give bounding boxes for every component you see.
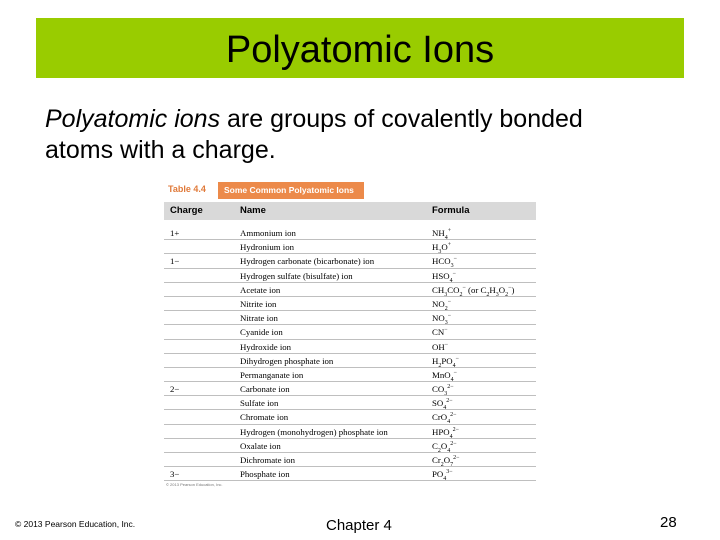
- footer-page-number: 28: [660, 514, 677, 531]
- cell-name: Dichromate ion: [240, 455, 295, 465]
- cell-formula: $CO_3^{2-}$: [432, 384, 454, 397]
- cell-name: Hydroxide ion: [240, 341, 292, 352]
- title-bar: [36, 18, 684, 78]
- cell-formula: $SO_4^{2-}$: [432, 398, 453, 411]
- table-row: [164, 226, 536, 240]
- cell-name: Ammonium ion: [240, 228, 296, 238]
- cell-charge: 3−: [170, 469, 180, 480]
- cell-name: Dihydrogen phosphate ion: [240, 355, 334, 366]
- table-row: [164, 311, 536, 325]
- cell-name: Nitrite ion: [240, 298, 277, 309]
- header-name: Name: [240, 205, 266, 216]
- table-row: [164, 325, 536, 339]
- footer-copyright: © 2013 Pearson Education, Inc.: [15, 519, 136, 529]
- cell-name: Cyanide ion: [240, 327, 283, 338]
- header-charge: Charge: [170, 205, 203, 216]
- table-row: [164, 354, 536, 368]
- cell-name: Hydronium ion: [240, 242, 295, 253]
- cell-formula: $PO_4^{3-}$: [432, 469, 453, 482]
- cell-name: Acetate ion: [240, 284, 281, 295]
- cell-formula: $H_2PO_4^-$: [432, 355, 459, 369]
- cell-name: Permanganate ion: [240, 369, 304, 380]
- cell-formula: CN−: [432, 327, 448, 338]
- polyatomic-ions-table: [164, 182, 536, 490]
- table-row: [164, 269, 536, 283]
- table-row: [164, 396, 536, 410]
- cell-charge: 1−: [170, 256, 180, 267]
- table-row: [164, 382, 536, 396]
- cell-name: Hydrogen (monohydrogen) phosphate ion: [240, 426, 388, 437]
- cell-formula: $Cr_2O_7^{2-}$: [432, 455, 460, 468]
- cell-formula: OH−: [432, 341, 449, 352]
- table-row: [164, 283, 536, 297]
- cell-formula: CrO$_4^{2-}$: [432, 412, 457, 426]
- cell-formula: $CH_3CO_2^-$ (or $C_2H_3O_2^-$): [432, 284, 515, 298]
- intro-paragraph: [45, 104, 605, 166]
- cell-name: Hydrogen sulfate (bisulfate) ion: [240, 270, 353, 281]
- table-row: [164, 297, 536, 311]
- table-row: [164, 425, 536, 439]
- cell-formula: MnO$_4$−: [432, 369, 457, 383]
- slide-title: Polyatomic Ions: [225, 29, 495, 71]
- cell-name: Hydrogen carbonate (bicarbonate) ion: [240, 256, 375, 267]
- cell-name: Carbonate ion: [240, 384, 290, 395]
- cell-name: Phosphate ion: [240, 469, 290, 480]
- header-formula: Formula: [432, 205, 470, 216]
- table-row: [164, 240, 536, 254]
- table-row: [164, 254, 536, 268]
- cell-formula: $NH_4^+$: [432, 228, 452, 241]
- cell-formula: $HSO_4^-$: [432, 270, 456, 284]
- table-row: [164, 340, 536, 354]
- cell-charge: 2−: [170, 384, 180, 395]
- intro-emphasis: Polyatomic ions: [45, 105, 221, 133]
- cell-formula: $HCO_3^-$: [432, 256, 457, 270]
- cell-name: Sulfate ion: [240, 398, 279, 409]
- intro-text: are groups of covalently bonded atoms with a charge.: [45, 105, 583, 164]
- table-caption: Some Common Polyatomic Ions: [218, 182, 364, 199]
- cell-charge: 1+: [170, 228, 180, 238]
- table-credit: © 2013 Pearson Education, Inc.: [166, 482, 223, 487]
- table-row: [164, 453, 536, 467]
- cell-formula: $C_2O_4^{2-}$: [432, 440, 457, 454]
- table-header-row: [164, 202, 536, 220]
- table-number: Table 4.4: [168, 184, 206, 194]
- cell-name: Nitrate ion: [240, 313, 278, 324]
- cell-formula: $NO_3^-$: [432, 313, 452, 326]
- cell-name: Chromate ion: [240, 412, 289, 423]
- cell-name: Oxalate ion: [240, 440, 281, 451]
- table-row: [164, 368, 536, 382]
- table-row: [164, 410, 536, 424]
- table-row: [164, 439, 536, 453]
- table-body: [164, 226, 536, 481]
- cell-formula: $H_3O^+$: [432, 242, 452, 255]
- table-row: [164, 467, 536, 481]
- cell-formula: $NO_2^-$: [432, 298, 452, 312]
- footer-chapter: Chapter 4: [326, 517, 392, 534]
- cell-formula: $HPO_4^{2-}$: [432, 426, 459, 440]
